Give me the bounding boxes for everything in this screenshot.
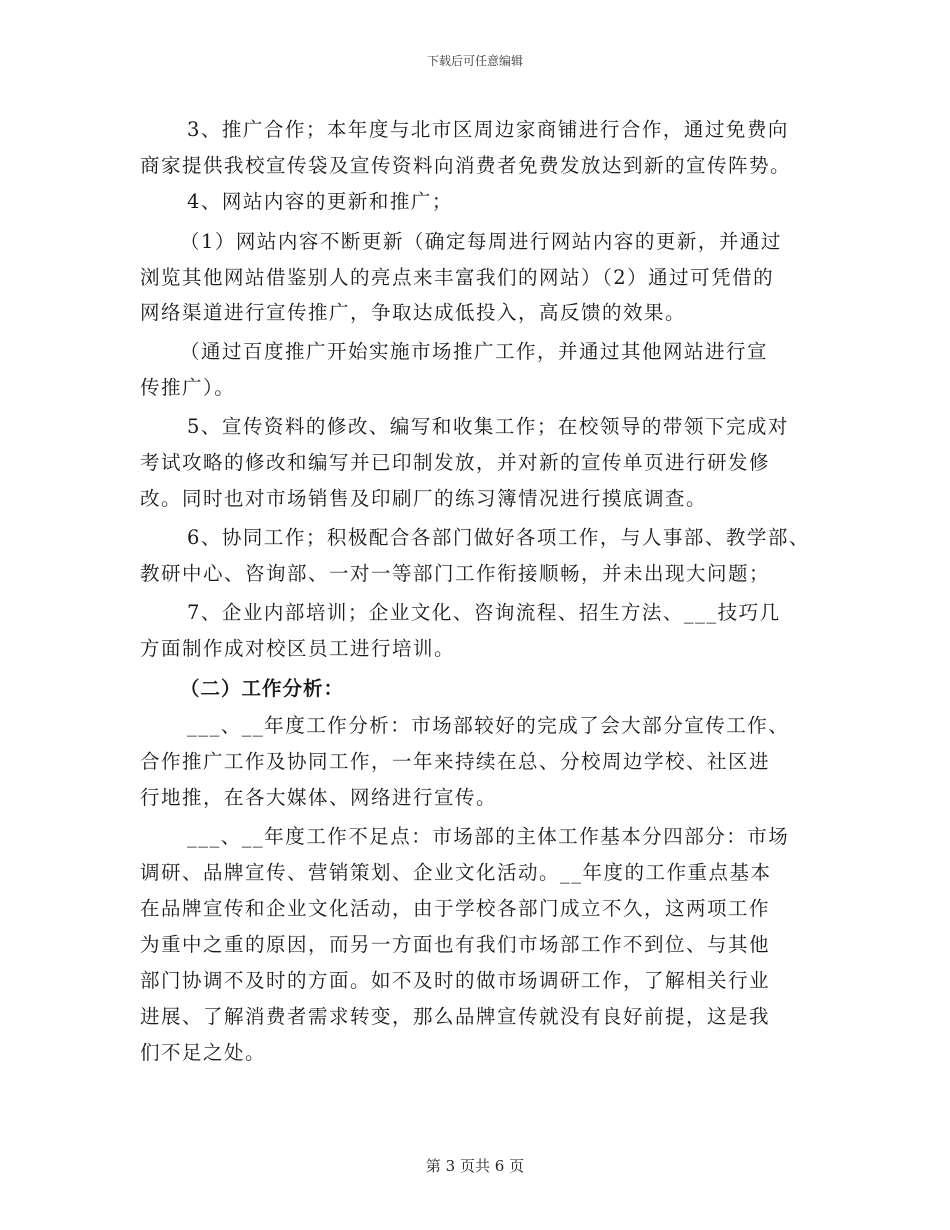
paragraph-line: 考试攻略的修改和编写并已印制发放，并对新的宣传单页进行研发修 [140, 451, 771, 474]
paragraph-line: 合作推广工作及协同工作，一年来持续在总、分校周边学校、社区进 [140, 750, 771, 773]
page-header: 下载后可任意编辑 [426, 54, 523, 68]
paragraph-line: （通过百度推广开始实施市场推广工作，并通过其他网站进行宣 [180, 340, 769, 363]
paragraph-line: 调研、品牌宣传、营销策划、企业文化活动。__年度的工作重点基本 [140, 861, 772, 884]
paragraph-line: 4、网站内容的更新和推广； [187, 190, 453, 213]
paragraph-line: 行地推，在各大媒体、网络进行宣传。 [140, 786, 498, 809]
paragraph-line: 为重中之重的原因，而另一方面也有我们市场部工作不到位、与其他 [140, 933, 771, 956]
paragraph-line: 6、协同工作；积极配合各部门做好各项工作，与人事部、教学部、 [187, 526, 810, 549]
paragraph-line: 网络渠道进行宣传推广，争取达成低投入，高反馈的效果。 [140, 301, 687, 324]
paragraph-line: ___、__年度工作分析：市场部较好的完成了会大部分宣传工作、 [187, 714, 790, 737]
paragraph-line: 教研中心、咨询部、一对一等部门工作衔接顺畅，并未出现大问题； [140, 562, 771, 585]
paragraph-line: 方面制作成对校区员工进行培训。 [140, 637, 456, 660]
paragraph-line: 传推广）。 [140, 376, 236, 399]
paragraph-line: 进展、了解消费者需求转变，那么品牌宣传就没有良好前提，这是我 [140, 1005, 771, 1028]
paragraph-line: 们不足之处。 [140, 1041, 267, 1064]
paragraph-line: 7、企业内部培训；企业文化、咨询流程、招生方法、___技巧几 [187, 601, 781, 624]
paragraph-line: 部门协调不及时的方面。如不及时的做市场调研工作，了解相关行业 [140, 969, 771, 992]
section-heading: （二）工作分析： [180, 677, 345, 700]
paragraph-line: ___、__年度工作不足点：市场部的主体工作基本分四部分：市场 [187, 825, 790, 848]
page-footer: 第 3 页共 6 页 [425, 1157, 525, 1175]
paragraph-line: 浏览其他网站借鉴别人的亮点来丰富我们的网站）（2）通过可凭借的 [140, 266, 775, 289]
paragraph-line: 3、推广合作；本年度与北市区周边家商铺进行合作，通过免费向 [187, 118, 789, 141]
paragraph-line: 商家提供我校宣传袋及宣传资料向消费者免费发放达到新的宣传阵势。 [140, 154, 792, 177]
paragraph-line: （1）网站内容不断更新（确定每周进行网站内容的更新，并通过 [180, 230, 782, 253]
paragraph-line: 5、宣传资料的修改、编写和收集工作；在校领导的带领下完成对 [187, 415, 789, 438]
paragraph-line: 在品牌宣传和企业文化活动，由于学校各部门成立不久，这两项工作 [140, 897, 771, 920]
paragraph-line: 改。同时也对市场销售及印刷厂的练习簿情况进行摸底调查。 [140, 487, 708, 510]
